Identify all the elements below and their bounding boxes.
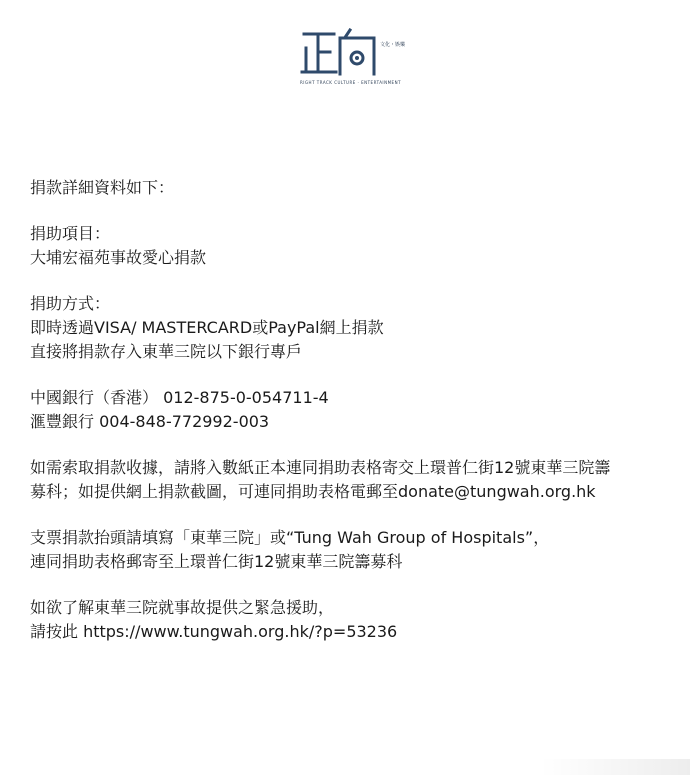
more-info-link[interactable]: 請按此 https://www.tungwah.org.hk/?p=53236 <box>30 622 398 641</box>
method-online: 即時透過VISA/ MASTERCARD或PayPal網上捐款 <box>30 318 384 337</box>
brand-logo <box>300 28 406 90</box>
logo-mark-icon <box>300 28 380 78</box>
receipt-instruction: 如需索取捐款收據，請將入數紙正本連同捐助表格寄交上環普仁街12號東華三院籌 <box>30 458 611 477</box>
method-bank: 直接將捐款存入東華三院以下銀行專戶 <box>30 342 303 361</box>
project-label: 捐助項目： <box>30 224 111 243</box>
corner-watermark <box>540 759 690 775</box>
bank-account-hsbc: 滙豐銀行 004-848-772992-003 <box>30 412 270 431</box>
more-info-text: 如欲了解東華三院就事故提供之緊急援助， <box>30 598 335 617</box>
bank-account-boc: 中國銀行（香港） 012-875-0-054711-4 <box>30 388 329 407</box>
cheque-instruction-cont: 連同捐助表格郵寄至上環普仁街12號東華三院籌募科 <box>30 552 403 571</box>
project-name: 大埔宏福苑事故愛心捐款 <box>30 248 207 267</box>
donation-details <box>30 176 670 644</box>
method-label: 捐助方式： <box>30 294 111 313</box>
cheque-instruction: 支票捐款抬頭請填寫「東華三院」或“Tung Wah Group of Hospitals”， <box>30 528 550 547</box>
intro-text: 捐款詳細資料如下： <box>30 178 175 197</box>
receipt-instruction-cont: 募科；如提供網上捐款截圖，可連同捐助表格電郵至donate@tungwah.org.hk <box>30 482 596 501</box>
logo-side-text: 文化・娛樂 <box>380 42 406 48</box>
logo-tagline: RIGHT TRACK CULTURE · ENTERTAINMENT <box>300 80 402 85</box>
